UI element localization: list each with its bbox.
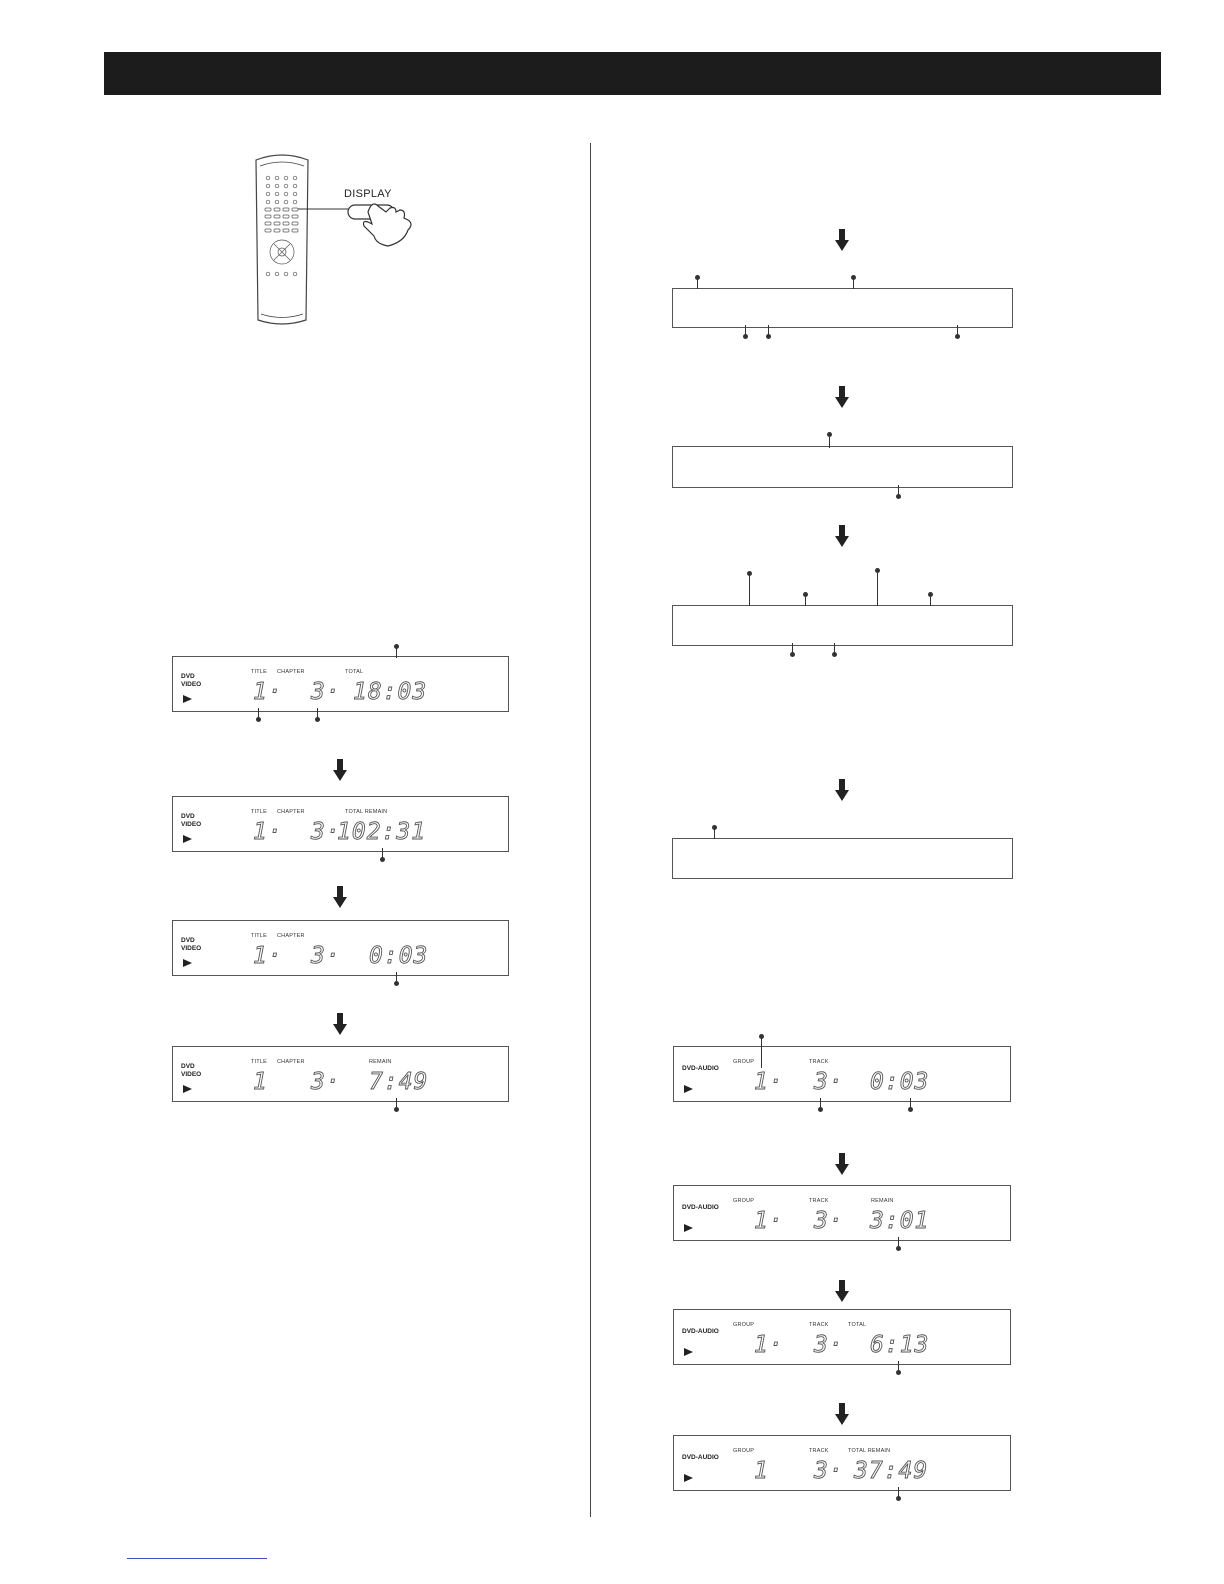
down-arrow-icon <box>333 759 347 781</box>
callout-pointer <box>820 1098 821 1110</box>
time-mode-label: TOTAL <box>848 1322 867 1328</box>
down-arrow-icon <box>333 1013 347 1035</box>
group-number: 1· <box>754 1069 784 1095</box>
track-number: 3· <box>814 1332 844 1358</box>
title-label: TITLE <box>251 1059 267 1065</box>
time-mode-label: REMAIN <box>369 1059 392 1065</box>
title-label: TITLE <box>251 933 267 939</box>
down-arrow-icon <box>835 1280 849 1302</box>
callout-pointer <box>697 277 698 289</box>
callout-pointer <box>898 1487 899 1499</box>
chapter-number: 3· <box>311 943 341 969</box>
play-icon <box>183 835 192 843</box>
play-icon <box>684 1085 693 1093</box>
callout-pointer <box>317 708 318 720</box>
track-label: TRACK <box>809 1198 829 1204</box>
time-readout: 18:03 <box>353 679 428 705</box>
title-label: TITLE <box>251 669 267 675</box>
group-label: GROUP <box>733 1448 755 1454</box>
callout-pointer <box>382 848 383 860</box>
dvd-video-display-total <box>172 656 509 712</box>
chapter-label: CHAPTER <box>277 809 305 815</box>
callout-pointer <box>910 1098 911 1110</box>
display-box <box>672 288 1013 328</box>
title-label: TITLE <box>251 809 267 815</box>
time-readout: 37:49 <box>854 1458 929 1484</box>
callout-pointer <box>834 643 835 655</box>
dvd-video-display-total-remain <box>172 796 509 852</box>
callout-pointer <box>761 1036 762 1068</box>
down-arrow-icon <box>835 386 849 408</box>
callout-pointer <box>877 570 878 606</box>
display-box <box>672 605 1013 646</box>
play-icon <box>183 959 192 967</box>
time-mode-label: TOTAL <box>345 669 364 675</box>
callout-pointer <box>898 1237 899 1249</box>
callout-pointer <box>853 277 854 289</box>
track-number: 3· <box>814 1069 844 1095</box>
down-arrow-icon <box>835 1403 849 1425</box>
dvd-audio-display-remain <box>673 1185 1011 1241</box>
group-label: GROUP <box>733 1322 755 1328</box>
title-number: 1· <box>253 679 283 705</box>
chapter-label: CHAPTER <box>277 1059 305 1065</box>
callout-pointer <box>749 573 750 606</box>
disc-type-label: DVD VIDEO <box>181 937 202 952</box>
dvd-video-display-remain <box>172 1046 509 1102</box>
track-label: TRACK <box>809 1059 829 1065</box>
down-arrow-icon <box>835 229 849 251</box>
display-box <box>672 446 1013 488</box>
disc-type-label: DVD-AUDIO <box>682 1204 719 1211</box>
dvd-audio-display-total-remain <box>673 1435 1011 1491</box>
callout-pointer <box>805 594 806 606</box>
callout-pointer <box>714 827 715 839</box>
play-icon <box>684 1474 693 1482</box>
time-readout: 7:49 <box>369 1069 429 1095</box>
disc-type-label: DVD VIDEO <box>181 1063 202 1078</box>
callout-pointer <box>829 434 830 448</box>
group-number: 1· <box>754 1208 784 1234</box>
chapter-number: 3· <box>311 819 341 845</box>
callout-pointer <box>396 646 397 658</box>
title-number: 1· <box>253 943 283 969</box>
callout-pointer <box>792 643 793 655</box>
group-label: GROUP <box>733 1198 755 1204</box>
down-arrow-icon <box>333 886 347 908</box>
section-header-bar <box>104 52 1161 95</box>
time-readout: 0:03 <box>369 943 429 969</box>
group-number: 1· <box>754 1332 784 1358</box>
play-icon <box>183 695 192 703</box>
play-icon <box>684 1348 693 1356</box>
chapter-label: CHAPTER <box>277 933 305 939</box>
disc-type-label: DVD VIDEO <box>181 673 202 688</box>
group-number: 1 <box>754 1458 769 1484</box>
group-label: GROUP <box>733 1059 755 1065</box>
footer-link-underline[interactable] <box>127 1558 267 1559</box>
down-arrow-icon <box>835 779 849 801</box>
dvd-audio-display-total <box>673 1309 1011 1365</box>
callout-pointer <box>768 325 769 337</box>
callout-pointer <box>898 485 899 497</box>
dvd-video-display-elapsed <box>172 920 509 976</box>
time-readout: 0:03 <box>870 1069 930 1095</box>
disc-type-label: DVD VIDEO <box>181 813 202 828</box>
disc-type-label: DVD-AUDIO <box>682 1328 719 1335</box>
disc-type-label: DVD-AUDIO <box>682 1065 719 1072</box>
chapter-number: 3· <box>311 1069 341 1095</box>
disc-type-label: DVD-AUDIO <box>682 1454 719 1461</box>
display-button-label: DISPLAY <box>344 188 392 200</box>
time-mode-label: TOTAL REMAIN <box>848 1448 891 1454</box>
chapter-number: 3· <box>311 679 341 705</box>
time-readout: 102:31 <box>337 819 427 845</box>
callout-pointer <box>930 594 931 606</box>
time-readout: 3:01 <box>870 1208 930 1234</box>
down-arrow-icon <box>835 525 849 547</box>
chapter-label: CHAPTER <box>277 669 305 675</box>
play-icon <box>684 1224 693 1232</box>
time-mode-label: REMAIN <box>871 1198 894 1204</box>
callout-pointer <box>745 325 746 337</box>
title-number: 1· <box>253 819 283 845</box>
time-mode-label: TOTAL REMAIN <box>345 809 388 815</box>
callout-pointer <box>258 708 259 720</box>
title-number: 1 <box>253 1069 268 1095</box>
dvd-audio-display-elapsed <box>673 1046 1011 1102</box>
down-arrow-icon <box>835 1153 849 1175</box>
callout-pointer <box>957 325 958 337</box>
display-box <box>672 838 1013 879</box>
track-label: TRACK <box>809 1322 829 1328</box>
callout-pointer <box>898 1361 899 1373</box>
track-number: 3· <box>814 1458 844 1484</box>
track-number: 3· <box>814 1208 844 1234</box>
remote-control-illustration <box>236 150 446 330</box>
time-readout: 6:13 <box>870 1332 930 1358</box>
track-label: TRACK <box>809 1448 829 1454</box>
callout-pointer <box>396 972 397 984</box>
callout-pointer <box>396 1098 397 1110</box>
play-icon <box>183 1085 192 1093</box>
column-divider <box>590 143 591 1517</box>
